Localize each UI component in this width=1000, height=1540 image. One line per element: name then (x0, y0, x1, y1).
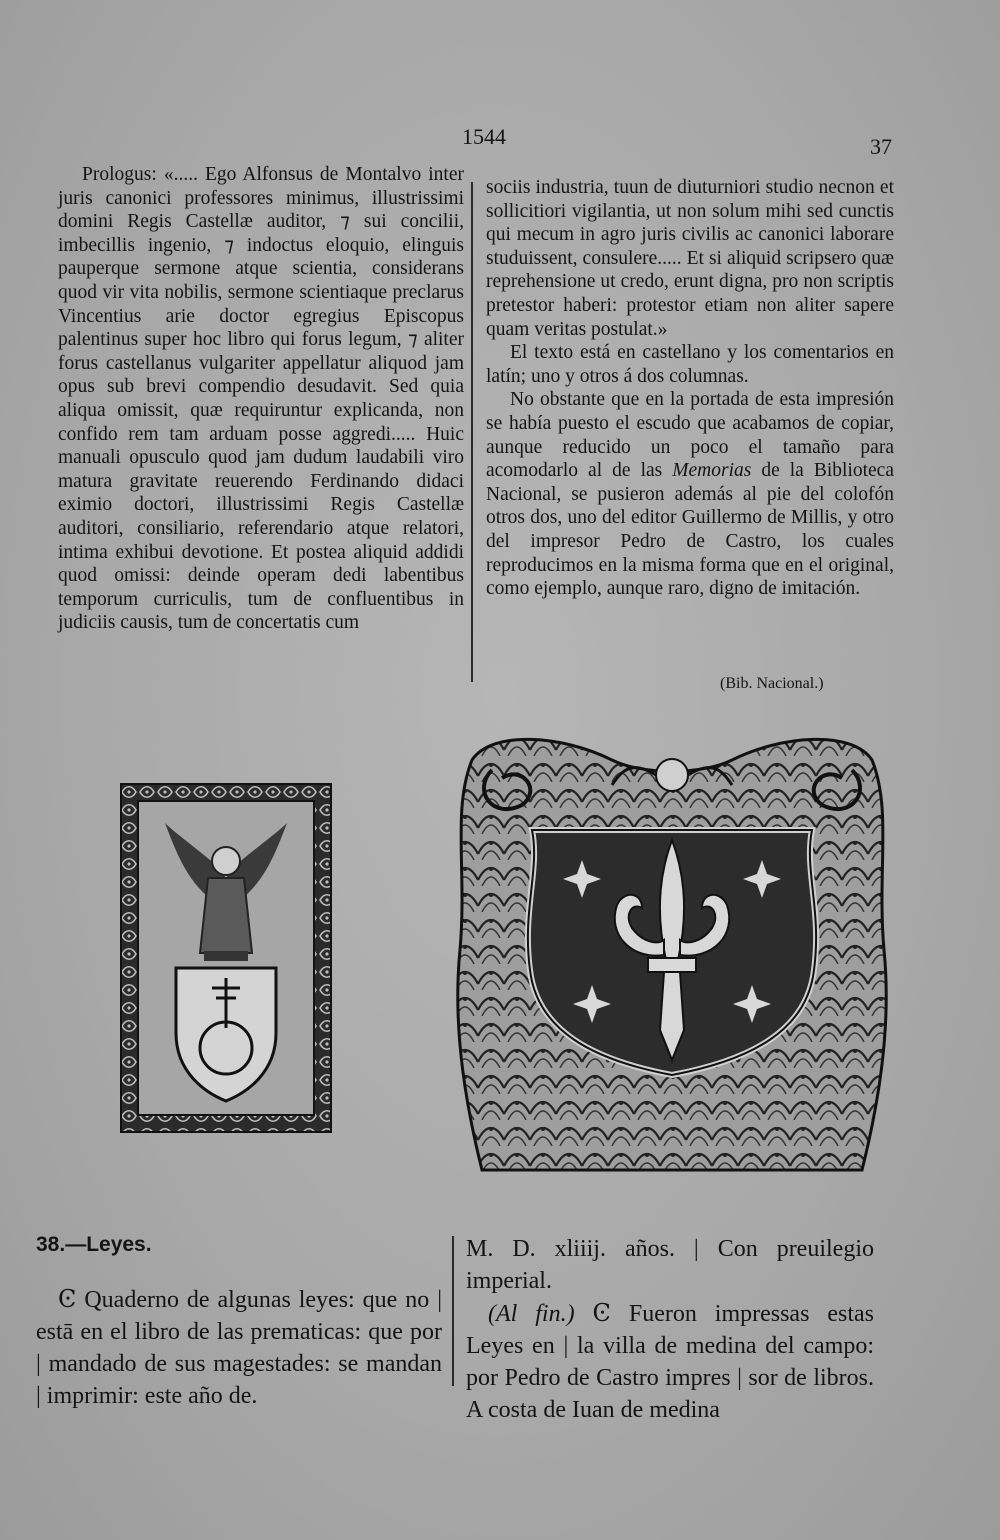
memorias-title: Memorias (672, 460, 752, 482)
escudo-note-a: No obstante que en la portada de esta impresión se había puesto el escudo que acabamos de copiar, aunque reducido un poco el tamaño para acomodarlo al de las (486, 389, 894, 482)
header-year: 1544 (462, 124, 506, 149)
quaderno-text: Quaderno de algunas leyes: que no | estā en el libro de las prematicas: que por | mandado de sus magestades: se mandan | imprimir: este año de. (36, 1287, 443, 1409)
colophon-text: Fueron impressas estas Leyes en | la villa de medina del campo: por Pedro de Castro impres | sor de libros. A costa de Iuan de medina (466, 1301, 875, 1423)
privilege-line: M. D. xliiij. años. | Con preuilegio imperial. (466, 1236, 874, 1294)
al-fin-label: (Al fin.) (488, 1301, 575, 1327)
printer-mark-castro (452, 730, 892, 1175)
entry38-right-column (466, 1233, 874, 1426)
pilcrow-icon: Ͼ (592, 1299, 611, 1327)
colophon (466, 1297, 874, 1426)
prologus-continued: sociis industria, tuun de diuturniori studio necnon et sollicitiori vigilantia, ut non solum mihi sed cunctis qui mecum in agro juris civilis ac canonici laborare studuissent, consulere..... Et si aliquid scripsero quæ reprehensione ut credo, erunt digna, pro non scriptis pretestor haberi: protestor etiam non aliter sapere quam veritas postulat.» (486, 177, 894, 340)
escudo-note-b: de la Biblioteca Nacional, se pusieron además al pie del colofón otros dos, uno del editor Guillermo de Millis, y otro del impresor Pedro de Castro, los cuales reproducimos en la misma forma que en el original, como ejemplo, aunque raro, digno de imitación. (486, 460, 894, 600)
escudo-note (486, 388, 894, 600)
entry38-title: 38.—Leyes. (36, 1233, 152, 1256)
entry37-left-column (58, 163, 464, 635)
prologus-text: Prologus: «..... Ego Alfonsus de Montalvo inter juris canonici professores minimus, illustrissimi domini Regis Castellæ auditor, ⁊ sui concilii, imbecillis ingenio, ⁊ indoctus eloquio, elinguis pauperque sermone atque scientia, considerans quod vir vita nobilis, sermone scientiaque preclarus Vincentius arie doctor egregius Episcopus palentinus super hoc libro qui forus legum, ⁊ aliter forus castellanus vulgariter appellatur aliquod jam opus sub brevi compendio desudavit. Sed quia aliqua omissit, quæ requiruntur explicanda, non confido rem tam arduam posse aggredi..... Huic manuali opusculo quod jam dudum laudabili viro matura gravitate reuerendo Ferdinando didaci eximio doctori, illustrissimi Regis Castellæ auditori, consiliario, referendario atque relatori, intima exhibui devotione. Et postea aliquid addidi quod omissi: deinde operam dedi labentibus temporum curriculis, tum de confluentibus in judiciis causis, tum de concertatis cum (58, 164, 464, 634)
quaderno-title (36, 1283, 442, 1412)
entry38-left-column (36, 1283, 442, 1412)
page-number: 37 (870, 134, 892, 159)
citation: (Bib. Nacional.) (720, 675, 824, 692)
column-divider-2 (452, 1236, 454, 1386)
language-note: El texto está en castellano y los comentarios en latín; uno y otros á dos columnas. (486, 342, 894, 387)
entry37-right-column (486, 176, 894, 601)
printer-mark-millis (120, 783, 332, 1133)
pilcrow-icon: Ͼ (58, 1285, 77, 1313)
column-divider (471, 182, 473, 682)
